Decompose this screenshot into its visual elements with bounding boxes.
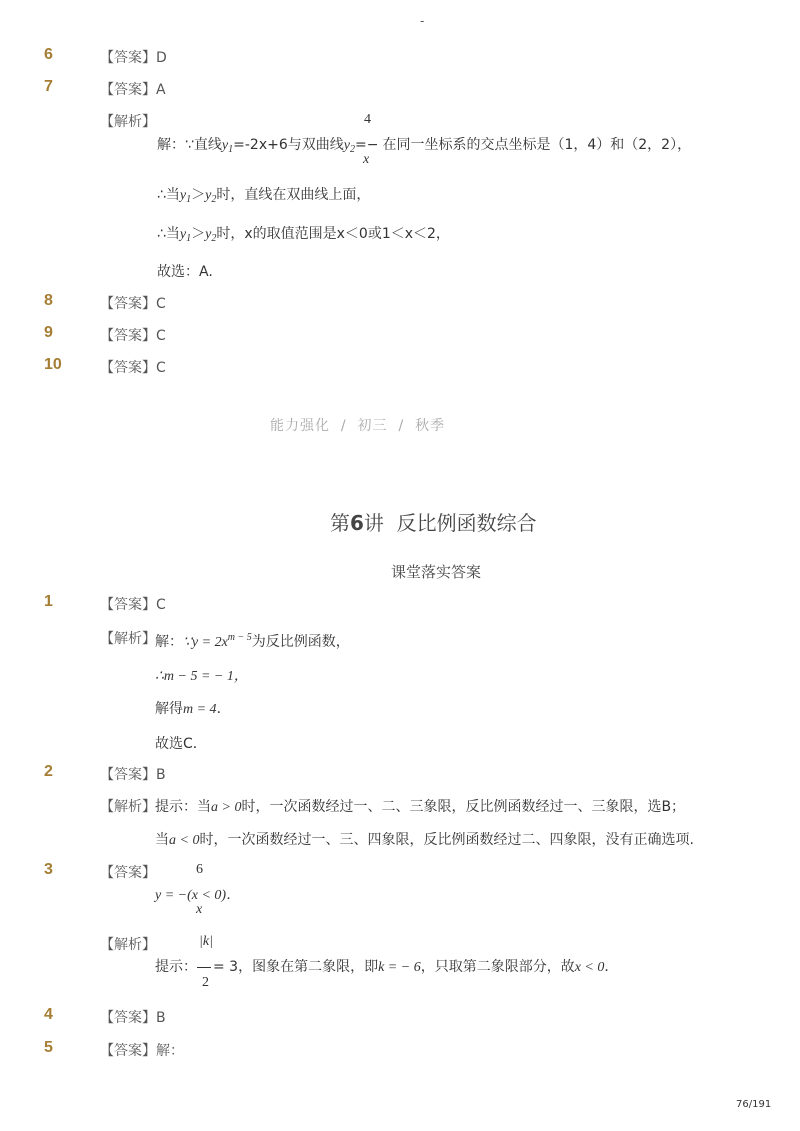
- question-number: 7: [44, 78, 53, 95]
- answer-value: B: [156, 767, 166, 783]
- answer-value: D: [156, 50, 167, 66]
- answer-value: C: [156, 360, 166, 376]
- analysis-tag: 【解析】: [100, 799, 156, 815]
- analysis-line: 解：∵直线$y_1=-2x+6$与双曲线$y_2=-$ 在同一坐标系的交点坐标是（1，4）和（2，2），: [157, 137, 692, 155]
- answer-tag: 【答案】C: [100, 597, 166, 613]
- answer-tag: 【答案】B: [100, 1010, 166, 1026]
- analysis-line: 解：∵y = $2x^{m - 5}$为反比例函数，: [155, 632, 350, 650]
- analysis-line: 提示：当a > 0时，一次函数经过一、二、三象限，反比例函数经过一、三象限，选B；: [155, 799, 686, 815]
- analysis-tag: 【解析】: [100, 937, 156, 953]
- answer-formula: y = −(x < 0)．: [155, 888, 241, 903]
- answer-tag: 【答案】D: [100, 50, 167, 66]
- question-number: 6: [44, 46, 53, 63]
- section-subtitle: 课堂落实答案: [391, 563, 482, 581]
- answer-value: C: [156, 328, 166, 344]
- header-mark: -: [420, 14, 425, 28]
- question-number: 10: [44, 356, 62, 373]
- question-number: 1: [44, 593, 53, 610]
- answer-value: A: [156, 82, 166, 98]
- answer-tag: 【答案】A: [100, 82, 166, 98]
- page-footer: 能力强化 / 初三 / 秋季: [270, 418, 446, 434]
- answer-tag: 【答案】C: [100, 328, 166, 344]
- answer-value: B: [156, 1010, 166, 1026]
- analysis-line: 故选：A.: [157, 264, 213, 280]
- analysis-line: 解得m = 4．: [155, 701, 231, 717]
- question-number: 3: [44, 861, 53, 878]
- analysis-line: ∴m − 5 = − 1，: [155, 669, 248, 684]
- answer-value: C: [156, 597, 166, 613]
- fraction-denominator: x: [363, 152, 370, 167]
- section-title: 第6讲 反比例函数综合: [330, 511, 537, 535]
- question-number: 2: [44, 763, 53, 780]
- fraction-numerator: 6: [196, 862, 203, 877]
- fraction-numerator: 4: [364, 112, 371, 127]
- question-number: 9: [44, 324, 53, 341]
- analysis-tag: 【解析】: [100, 631, 156, 647]
- answer-tag: 【答案】解：: [100, 1043, 184, 1059]
- analysis-line: 故选C．: [155, 736, 207, 752]
- analysis-line: ∴当$y_1>y_2$时，x的取值范围是x＜0或1＜x＜2，: [157, 226, 450, 244]
- fraction-denominator: 2: [202, 975, 209, 990]
- fraction-numerator: |k|: [199, 934, 213, 949]
- question-number: 5: [44, 1039, 53, 1056]
- analysis-line: 当a < 0时，一次函数经过一、三、四象限，反比例函数经过二、四象限，没有正确选项.: [155, 832, 694, 848]
- answer-tag: 【答案】C: [100, 296, 166, 312]
- answer-tag: 【答案】: [100, 865, 156, 881]
- fraction-denominator: x: [196, 902, 203, 917]
- analysis-tag: 【解析】: [100, 114, 156, 130]
- question-number: 4: [44, 1006, 53, 1023]
- page-number: 76/191: [736, 1099, 772, 1110]
- answer-tag: 【答案】C: [100, 360, 166, 376]
- answer-tag: 【答案】B: [100, 767, 166, 783]
- analysis-line: 提示： = 3，图象在第二象限，即k = − 6，只取第二象限部分，故x < 0．: [155, 959, 619, 975]
- question-number: 8: [44, 292, 53, 309]
- answer-value: 解：: [156, 1043, 184, 1059]
- answer-value: C: [156, 296, 166, 312]
- analysis-line: ∴当$y_1>y_2$时，直线在双曲线上面，: [157, 187, 371, 205]
